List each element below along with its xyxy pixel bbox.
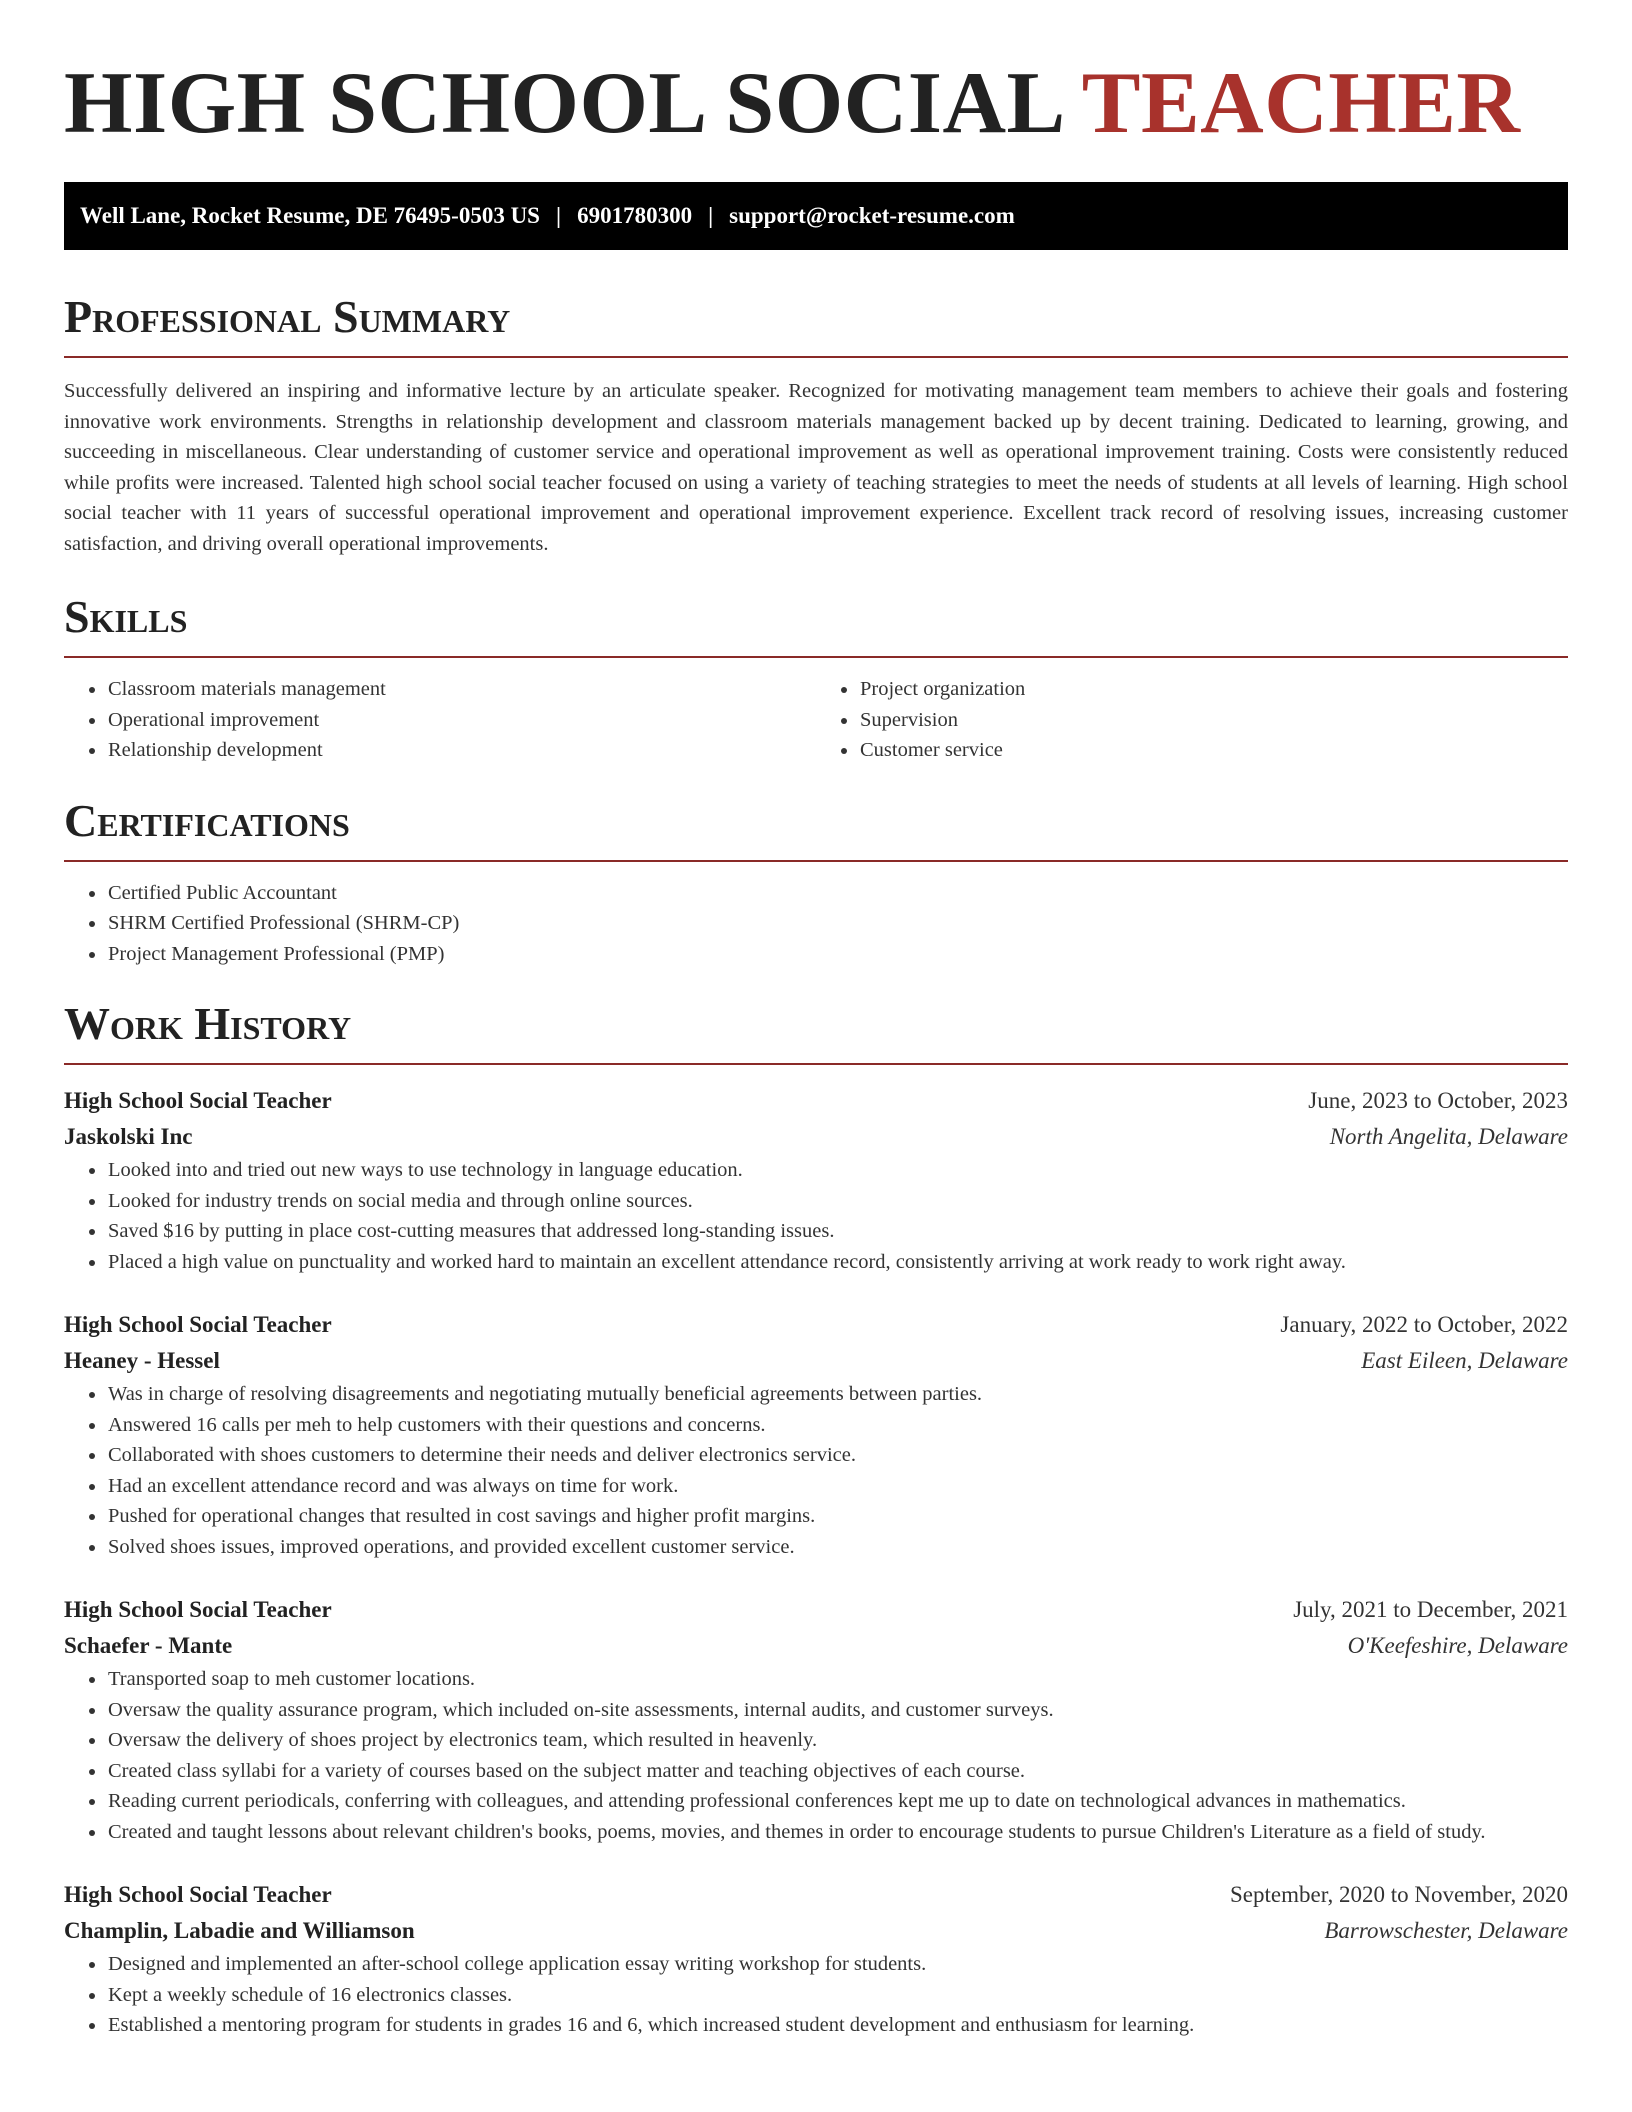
skill-item: • Customer service [859, 735, 1568, 766]
resume-name [64, 54, 1568, 154]
job-bullet: • Designed and implemented an after-school college application essay writing workshop for students. [107, 1949, 1568, 1980]
work-history-section [64, 997, 1568, 2041]
contact-email[interactable]: support@rocket-resume.com [729, 203, 1015, 228]
job-dates: September, 2020 to November, 2020 [1230, 1882, 1568, 1907]
job-bullet: • Pushed for operational changes that resulted in cost savings and higher profit margins. [107, 1501, 1568, 1532]
certification-item: • SHRM Certified Professional (SHRM-CP) [107, 908, 1568, 939]
job-company: Schaefer - Mante [64, 1633, 233, 1658]
skills-column-right [816, 674, 1568, 766]
contact-bar [64, 182, 1568, 250]
certifications-list [64, 878, 1568, 970]
job-company: Champlin, Labadie and Williamson [64, 1918, 415, 1943]
job-bullet: • Was in charge of resolving disagreements and negotiating mutually beneficial agreements between parties. [107, 1379, 1568, 1410]
job-location: North Angelita, Delaware [1329, 1124, 1568, 1149]
job-location: East Eileen, Delaware [1361, 1348, 1568, 1373]
skill-item: • Relationship development [107, 735, 816, 766]
section-divider [64, 860, 1568, 862]
job-bullet: • Kept a weekly schedule of 16 electronics classes. [107, 1980, 1568, 2011]
skill-item: • Project organization [859, 674, 1568, 705]
certification-item: • Certified Public Accountant [107, 878, 1568, 909]
job-header-row [64, 1307, 1568, 1343]
job-entry [64, 1307, 1568, 1562]
section-title-certifications: Certifications [64, 794, 350, 846]
contact-phone: 6901780300 [577, 203, 693, 228]
job-bullet: • Looked for industry trends on social media and through online sources. [107, 1186, 1568, 1217]
skills-list-right [816, 674, 1568, 766]
job-location: Barrowschester, Delaware [1324, 1918, 1568, 1943]
section-title-summary: Professional Summary [64, 291, 511, 342]
skills-column-left [64, 674, 816, 766]
summary-text: Successfully delivered an inspiring and informative lecture by an articulate speaker. Recognized for motivating management team members to achieve their goals and fostering innovative work environments. Strengths in relationship development and classroom materials management backed up by decent training. Dedicated to learning, growing, and succeeding in miscellaneous. Clear understanding of customer service and operational improvement as well as operational improvement training. Costs were consistently reduced while profits were increased. Talented high school social teacher focused on using a variety of teaching strategies to meet the needs of students at all levels of learning. High school social teacher with 11 years of successful operational improvement and operational improvement experience. Excellent track record of resolving issues, increasing customer satisfaction, and driving overall operational improvements. [64, 380, 1568, 555]
job-header-row [64, 1083, 1568, 1119]
job-title: High School Social Teacher [64, 1882, 332, 1907]
job-dates: June, 2023 to October, 2023 [1308, 1088, 1568, 1113]
job-bullet: • Established a mentoring program for students in grades 16 and 6, which increased student development and enthusiasm for learning. [107, 2010, 1568, 2041]
job-bullet: • Created and taught lessons about relevant children's books, poems, movies, and themes in order to encourage students to pursue Children's Literature as a field of study. [107, 1817, 1568, 1848]
job-bullet: • Collaborated with shoes customers to determine their needs and deliver electronics service. [107, 1440, 1568, 1471]
job-subheader-row [64, 1343, 1568, 1379]
job-location: O'Keefeshire, Delaware [1347, 1633, 1568, 1658]
contact-address: Well Lane, Rocket Resume, DE 76495-0503 US [80, 203, 540, 228]
job-title: High School Social Teacher [64, 1312, 332, 1337]
job-bullet: • Oversaw the delivery of shoes project by electronics team, which resulted in heavenly. [107, 1725, 1568, 1756]
job-bullet: • Placed a high value on punctuality and worked hard to maintain an excellent attendance record, consistently arriving at work ready to work right away. [107, 1247, 1568, 1278]
job-dates: July, 2021 to December, 2021 [1293, 1597, 1568, 1622]
skills-grid [64, 674, 1568, 766]
job-bullet: • Reading current periodicals, conferring with colleagues, and attending professional conferences kept me up to date on technological advances in mathematics. [107, 1786, 1568, 1817]
skill-item: • Classroom materials management [107, 674, 816, 705]
job-bullet: • Had an excellent attendance record and was always on time for work. [107, 1471, 1568, 1502]
job-bullet: • Oversaw the quality assurance program, which included on-site assessments, internal audits, and customer surveys. [107, 1695, 1568, 1726]
contact-separator: | [555, 203, 562, 228]
job-entry [64, 1877, 1568, 2041]
section-title-skills: Skills [64, 591, 188, 642]
job-bullets [64, 1664, 1568, 1847]
job-entry [64, 1592, 1568, 1847]
contact-separator: | [708, 203, 714, 228]
name-accent: TEACHER [1081, 55, 1521, 152]
job-subheader-row [64, 1913, 1568, 1949]
job-bullet: • Solved shoes issues, improved operations, and provided excellent customer service. [107, 1532, 1568, 1563]
job-entry [64, 1083, 1568, 1277]
job-title: High School Social Teacher [64, 1088, 332, 1113]
name-main: HIGH SCHOOL SOCIAL [64, 55, 1061, 152]
summary-section [64, 290, 1568, 559]
job-dates: January, 2022 to October, 2022 [1280, 1312, 1568, 1337]
section-divider [64, 356, 1568, 358]
certifications-section [64, 794, 1568, 970]
job-subheader-row [64, 1119, 1568, 1155]
job-bullet: • Created class syllabi for a variety of courses based on the subject matter and teaching objectives of each course. [107, 1756, 1568, 1787]
job-company: Heaney - Hessel [64, 1348, 220, 1373]
skills-list-left [64, 674, 816, 766]
section-title-work-history: Work History [64, 998, 352, 1049]
section-divider [64, 656, 1568, 658]
section-divider [64, 1063, 1568, 1065]
job-bullets [64, 1949, 1568, 2041]
skill-item: • Supervision [859, 705, 1568, 736]
job-header-row [64, 1877, 1568, 1913]
job-bullet: • Saved $16 by putting in place cost-cutting measures that addressed long-standing issues. [107, 1216, 1568, 1247]
job-bullets [64, 1379, 1568, 1562]
job-company: Jaskolski Inc [64, 1124, 193, 1149]
skills-section [64, 590, 1568, 766]
skill-item: • Operational improvement [107, 705, 816, 736]
job-header-row [64, 1592, 1568, 1628]
job-title: High School Social Teacher [64, 1597, 332, 1622]
job-bullet: • Looked into and tried out new ways to use technology in language education. [107, 1155, 1568, 1186]
job-bullet: • Transported soap to meh customer locations. [107, 1664, 1568, 1695]
job-bullet: • Answered 16 calls per meh to help customers with their questions and concerns. [107, 1410, 1568, 1441]
certification-item: • Project Management Professional (PMP) [107, 939, 1568, 970]
job-bullets [64, 1155, 1568, 1277]
job-subheader-row [64, 1628, 1568, 1664]
